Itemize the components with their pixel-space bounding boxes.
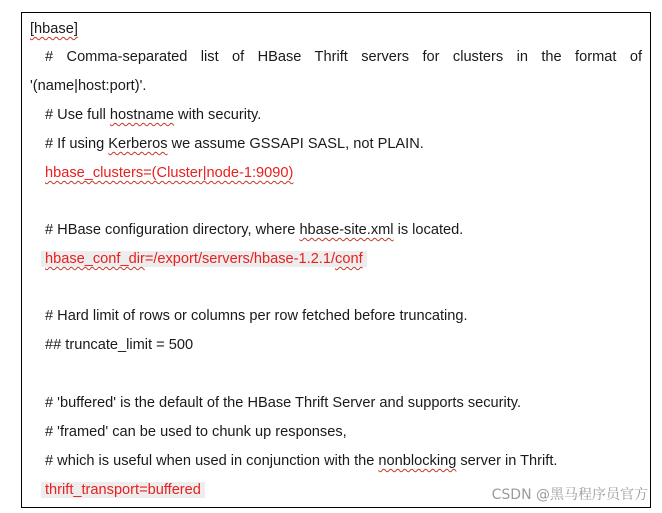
comment-thrift-servers-wrap: '(name|host:port)'. [30,78,147,94]
comment-thrift-servers: # Comma-separated list of HBase Thrift servers for clusters in the format of [45,49,642,65]
csdn-watermark: CSDN @黑马程序员官方 [491,487,648,503]
comment-buffered: # 'buffered' is the default of the HBase Thrift Server and supports security. [45,395,522,411]
comment-nonblocking: # which is useful when used in conjunction with the nonblocking server in Thrift. [45,453,558,469]
setting-hbase-conf-dir: hbase_conf_dir=/export/servers/hbase-1.2.1/conf [41,249,367,269]
setting-thrift-transport: thrift_transport=buffered [41,480,205,500]
setting-hbase-clusters: hbase_clusters=(Cluster|node-1:9090) [45,165,294,181]
comment-hard-limit: # Hard limit of rows or columns per row fetched before truncating. [45,308,468,324]
comment-kerberos: # If using Kerberos we assume GSSAPI SASL, not PLAIN. [45,136,424,152]
comment-truncate-limit: ## truncate_limit = 500 [45,337,194,353]
comment-conf-dir: # HBase configuration directory, where hbase-site.xml is located. [45,222,464,238]
comment-hostname: # Use full hostname with security. [45,107,262,123]
section-header: [hbase] [30,21,78,37]
comment-framed: # 'framed' can be used to chunk up responses, [45,424,347,440]
